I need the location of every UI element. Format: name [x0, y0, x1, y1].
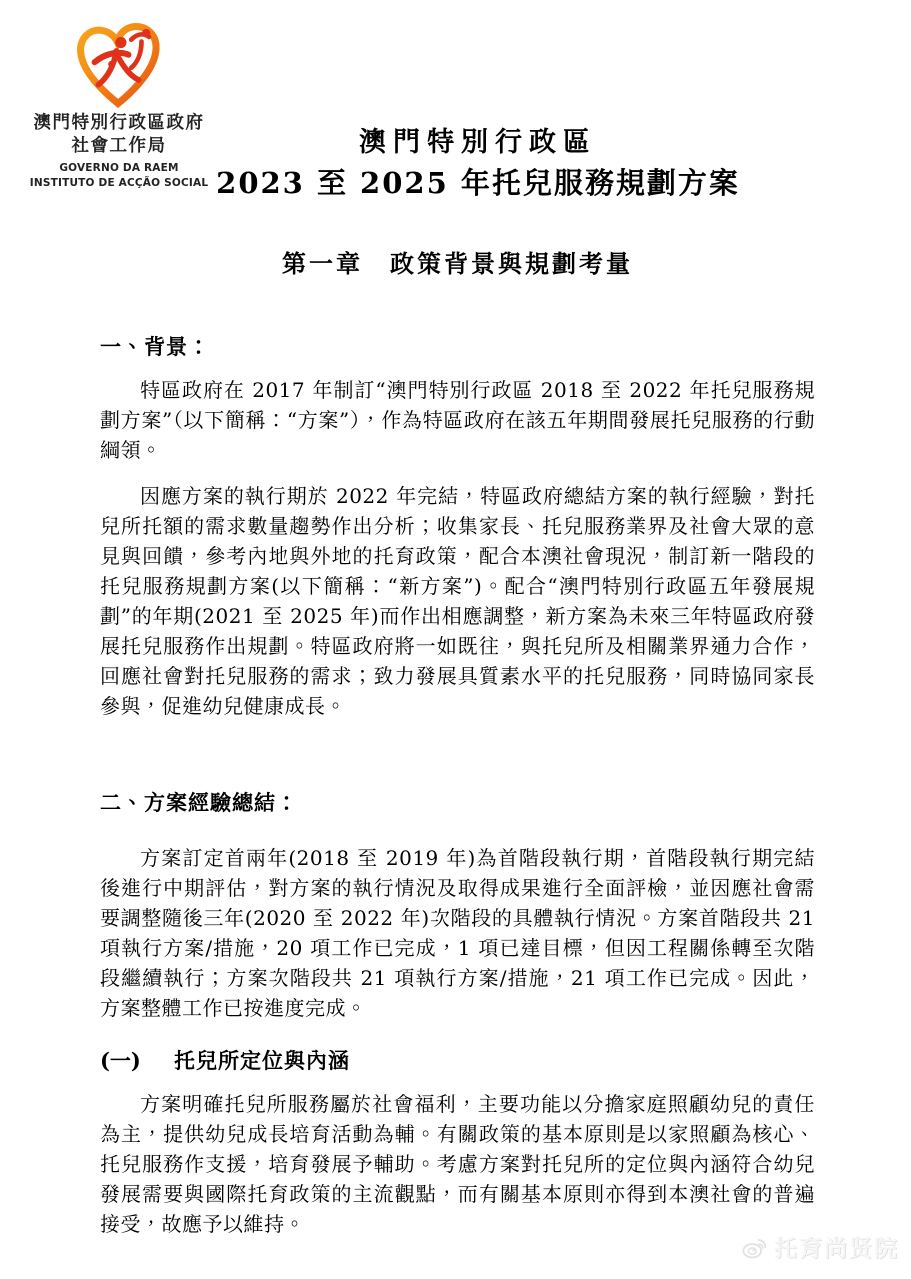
- org-name-pt-line1: GOVERNO DA RAEM: [59, 162, 179, 174]
- paragraph: 特區政府在 2017 年制訂“澳門特別行政區 2018 至 2022 年托兒服務規劃方案”（以下簡稱：“方案”），作為特區政府在該五年期間發展托兒服務的行動綱領。: [100, 378, 815, 462]
- document-title-line2: 2023 至 2025 年托兒服務規劃方案: [216, 166, 740, 200]
- section-heading-background: 一、背景：: [100, 334, 210, 359]
- watermark: [740, 1230, 899, 1263]
- weibo-icon: [740, 1234, 770, 1260]
- document-header: [0, 0, 911, 222]
- section-heading-experience-summary: 二、方案經驗總結：: [100, 790, 298, 815]
- subsection-number: (一): [100, 1048, 141, 1073]
- watermark-text: 托育尚贤院: [774, 1236, 899, 1262]
- org-name-zh-line1: 澳門特別行政區政府: [33, 113, 205, 133]
- subsection-heading-positioning: [100, 1045, 815, 1075]
- chapter-heading: 第一章 政策背景與規劃考量: [282, 249, 633, 278]
- document-title-line1: 澳門特別行政區: [359, 127, 597, 158]
- paragraph: 方案訂定首兩年(2018 至 2019 年)為首階段執行期，首階段執行期完結後進行中期評估，對方案的執行情況及取得成果進行全面評檢，並因應社會需要調整隨後三年(2020 至 2022 年)次階段的具體執行情況。方案首階段共 21 項執行方案/措施，20 項工作已完成，1 項已達目標，但因工程關係轉至次階段繼續執行；方案次階段共 21 項執行方案/措施，21 項工作已完成。因此，方案整體工作已按進度完成。: [100, 846, 815, 1020]
- ias-heart-logo-icon: [72, 20, 166, 110]
- paragraph: 方案明確托兒所服務屬於社會福利，主要功能以分擔家庭照顧幼兒的責任為主，提供幼兒成長培育活動為輔。有關政策的基本原則是以家照顧為核心、托兒服務作支援，培育發展予輔助。考慮方案對托兒所的定位與內涵符合幼兒發展需要與國際托育政策的主流觀點，而有關基本原則亦得到本澳社會的普遍接受，故應予以維持。: [100, 1092, 815, 1236]
- org-name-pt-line2: INSTITUTO DE ACÇÃO SOCIAL: [29, 176, 209, 189]
- org-name-zh-line2: 社會工作局: [71, 136, 167, 156]
- document-title: [45, 126, 911, 201]
- paragraph: 因應方案的執行期於 2022 年完結，特區政府總結方案的執行經驗，對托兒所托額的需求數量趨勢作出分析；收集家長、托兒服務業界及社會大眾的意見與回饋，參考內地與外地的托育政策，配合本澳社會現況，制訂新一階段的托兒服務規劃方案(以下簡稱：“新方案”)。配合“澳門特別行政區五年發展規劃”的年期(2021 至 2025 年)而作出相應調整，新方案為未來三年特區政府發展托兒服務作出規劃。特區政府將一如既往，與托兒所及相關業界通力合作，回應社會對托兒服務的需求；致力發展具質素水平的托兒服務，同時協同家長參與，促進幼兒健康成長。: [100, 484, 815, 718]
- subsection-title: 托兒所定位與內涵: [174, 1048, 350, 1073]
- document-body: [100, 331, 815, 1239]
